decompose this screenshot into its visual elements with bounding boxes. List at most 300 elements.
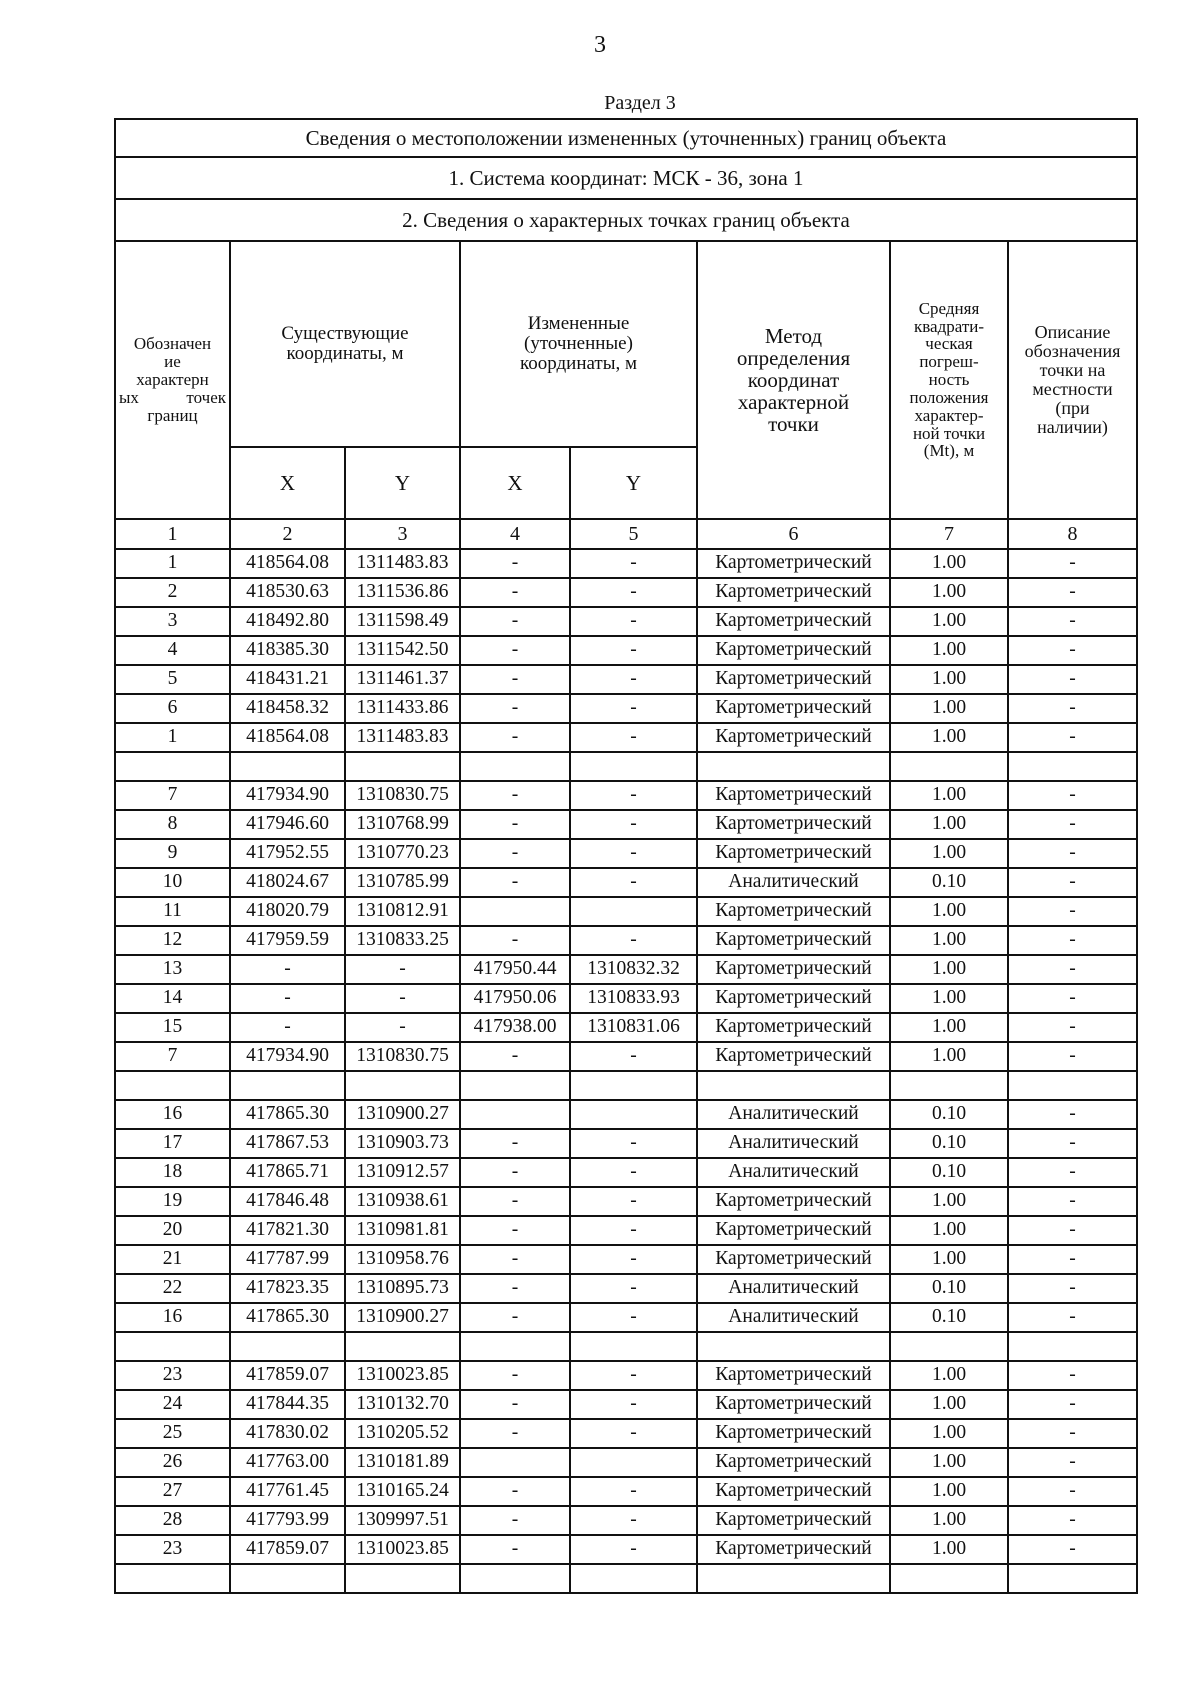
cell-error-mt — [890, 1564, 1008, 1593]
cell-method: Картометрический — [697, 1245, 890, 1274]
header-changed-coordinates: Измененные (уточненные) координаты, м — [460, 241, 697, 447]
cell-point-id: 14 — [115, 984, 230, 1013]
cell-changed-y: - — [570, 665, 697, 694]
cell-existing-y: 1310900.27 — [345, 1303, 460, 1332]
cell-changed-x: - — [460, 1390, 570, 1419]
cell-changed-y — [570, 897, 697, 926]
cell-point-id: 21 — [115, 1245, 230, 1274]
cell-error-mt: 1.00 — [890, 578, 1008, 607]
table-row — [115, 1129, 1137, 1158]
cell-error-mt: 1.00 — [890, 1216, 1008, 1245]
cell-method: Аналитический — [697, 1303, 890, 1332]
cell-changed-x: - — [460, 1274, 570, 1303]
points-heading: 2. Сведения о характерных точках границ объекта — [115, 199, 1137, 241]
cell-changed-y: - — [570, 694, 697, 723]
cell-changed-x: 417950.06 — [460, 984, 570, 1013]
cell-point-id: 25 — [115, 1419, 230, 1448]
cell-existing-y: 1310958.76 — [345, 1245, 460, 1274]
cell-description: - — [1008, 839, 1137, 868]
cell-error-mt: 1.00 — [890, 955, 1008, 984]
cell-error-mt: 0.10 — [890, 1158, 1008, 1187]
cell-method: Аналитический — [697, 1158, 890, 1187]
cell-existing-x: 418385.30 — [230, 636, 345, 665]
cell-description: - — [1008, 1158, 1137, 1187]
table-row — [115, 1419, 1137, 1448]
header-changed-y: Y — [570, 447, 697, 519]
cell-error-mt: 1.00 — [890, 984, 1008, 1013]
cell-point-id: 26 — [115, 1448, 230, 1477]
table-row — [115, 1274, 1137, 1303]
table-row — [115, 578, 1137, 607]
cell-changed-y: - — [570, 723, 697, 752]
cell-changed-y: - — [570, 926, 697, 955]
cell-point-id: 6 — [115, 694, 230, 723]
cell-changed-x: - — [460, 578, 570, 607]
table-row — [115, 868, 1137, 897]
cell-error-mt: 0.10 — [890, 1100, 1008, 1129]
cell-point-id: 1 — [115, 723, 230, 752]
cell-changed-x: - — [460, 1187, 570, 1216]
cell-description: - — [1008, 810, 1137, 839]
cell-existing-y: 1311461.37 — [345, 665, 460, 694]
cell-error-mt: 1.00 — [890, 1506, 1008, 1535]
cell-existing-y: 1310830.75 — [345, 781, 460, 810]
cell-existing-y: 1310785.99 — [345, 868, 460, 897]
cell-existing-x: 417787.99 — [230, 1245, 345, 1274]
cell-changed-x — [460, 897, 570, 926]
cell-changed-y: - — [570, 578, 697, 607]
header-changed-x: X — [460, 447, 570, 519]
cell-changed-x: - — [460, 1158, 570, 1187]
cell-changed-y: - — [570, 868, 697, 897]
cell-existing-x: 417821.30 — [230, 1216, 345, 1245]
cell-existing-y: 1311433.86 — [345, 694, 460, 723]
cell-method: Картометрический — [697, 839, 890, 868]
cell-changed-x — [460, 1448, 570, 1477]
cell-changed-y: - — [570, 607, 697, 636]
cell-error-mt: 1.00 — [890, 1477, 1008, 1506]
cell-existing-x: 417867.53 — [230, 1129, 345, 1158]
cell-method: Картометрический — [697, 1013, 890, 1042]
cell-changed-y: - — [570, 1042, 697, 1071]
table-row — [115, 781, 1137, 810]
section-title: Раздел 3 — [604, 92, 676, 114]
cell-existing-y: 1310938.61 — [345, 1187, 460, 1216]
cell-changed-x: - — [460, 636, 570, 665]
cell-description: - — [1008, 1477, 1137, 1506]
cell-error-mt: 1.00 — [890, 549, 1008, 578]
cell-description: - — [1008, 1129, 1137, 1158]
cell-existing-x: 418564.08 — [230, 549, 345, 578]
cell-description: - — [1008, 1419, 1137, 1448]
cell-description: - — [1008, 897, 1137, 926]
cell-existing-y: - — [345, 984, 460, 1013]
cell-point-id: 20 — [115, 1216, 230, 1245]
cell-method: Аналитический — [697, 1274, 890, 1303]
cell-error-mt: 1.00 — [890, 1245, 1008, 1274]
table-row — [115, 665, 1137, 694]
cell-existing-y: 1310023.85 — [345, 1361, 460, 1390]
cell-error-mt: 1.00 — [890, 665, 1008, 694]
cell-existing-x: 417859.07 — [230, 1361, 345, 1390]
table-row — [115, 1506, 1137, 1535]
table-row — [115, 723, 1137, 752]
boundary-points-table — [114, 118, 1138, 1594]
table-row — [115, 1448, 1137, 1477]
cell-description: - — [1008, 1390, 1137, 1419]
table-row — [115, 549, 1137, 578]
cell-description: - — [1008, 549, 1137, 578]
cell-changed-y — [570, 1564, 697, 1593]
cell-method: Картометрический — [697, 1390, 890, 1419]
cell-point-id: 16 — [115, 1303, 230, 1332]
cell-existing-x: 417952.55 — [230, 839, 345, 868]
cell-point-id: 13 — [115, 955, 230, 984]
cell-changed-y: - — [570, 1245, 697, 1274]
cell-existing-y: 1310205.52 — [345, 1419, 460, 1448]
cell-error-mt: 1.00 — [890, 636, 1008, 665]
cell-description: - — [1008, 607, 1137, 636]
cell-existing-x: 417865.30 — [230, 1100, 345, 1129]
cell-point-id: 2 — [115, 578, 230, 607]
cell-changed-y: - — [570, 636, 697, 665]
cell-error-mt: 1.00 — [890, 839, 1008, 868]
cell-existing-y — [345, 1071, 460, 1100]
cell-changed-x: - — [460, 694, 570, 723]
cell-existing-x: 417934.90 — [230, 781, 345, 810]
cell-error-mt: 0.10 — [890, 868, 1008, 897]
cell-method — [697, 1071, 890, 1100]
cell-point-id — [115, 752, 230, 781]
cell-description — [1008, 1071, 1137, 1100]
cell-existing-x: 418564.08 — [230, 723, 345, 752]
cell-error-mt: 1.00 — [890, 1390, 1008, 1419]
cell-changed-y: 1310832.32 — [570, 955, 697, 984]
column-number: 8 — [1008, 519, 1137, 549]
cell-method: Картометрический — [697, 1216, 890, 1245]
table-row — [115, 839, 1137, 868]
header-designation: Обозначен ие характерн ых точек границ — [115, 241, 230, 519]
table-row — [115, 1216, 1137, 1245]
column-number: 4 — [460, 519, 570, 549]
cell-existing-y: 1311542.50 — [345, 636, 460, 665]
header-existing-coordinates: Существующие координаты, м — [230, 241, 460, 447]
cell-method: Картометрический — [697, 781, 890, 810]
cell-description: - — [1008, 1245, 1137, 1274]
cell-changed-x — [460, 1332, 570, 1361]
cell-point-id: 23 — [115, 1535, 230, 1564]
cell-existing-x: - — [230, 984, 345, 1013]
cell-point-id: 4 — [115, 636, 230, 665]
cell-existing-x: 418431.21 — [230, 665, 345, 694]
cell-description: - — [1008, 1361, 1137, 1390]
cell-error-mt: 1.00 — [890, 1419, 1008, 1448]
header-description: Описание обозначения точки на местности (при наличии) — [1008, 241, 1137, 519]
cell-existing-x: 418458.32 — [230, 694, 345, 723]
cell-description — [1008, 1564, 1137, 1593]
cell-description: - — [1008, 955, 1137, 984]
cell-point-id: 3 — [115, 607, 230, 636]
column-number: 3 — [345, 519, 460, 549]
cell-changed-x: - — [460, 868, 570, 897]
cell-method: Картометрический — [697, 1361, 890, 1390]
cell-method: Картометрический — [697, 810, 890, 839]
cell-point-id — [115, 1332, 230, 1361]
cell-description — [1008, 1332, 1137, 1361]
cell-changed-x — [460, 752, 570, 781]
cell-description: - — [1008, 1187, 1137, 1216]
cell-method: Картометрический — [697, 578, 890, 607]
cell-existing-x: 417846.48 — [230, 1187, 345, 1216]
cell-description: - — [1008, 1013, 1137, 1042]
cell-point-id: 15 — [115, 1013, 230, 1042]
table-row — [115, 1013, 1137, 1042]
cell-existing-y — [345, 1332, 460, 1361]
cell-changed-x — [460, 1564, 570, 1593]
column-number: 7 — [890, 519, 1008, 549]
cell-changed-x: - — [460, 1245, 570, 1274]
cell-changed-y — [570, 1100, 697, 1129]
table-row — [115, 810, 1137, 839]
cell-changed-x — [460, 1100, 570, 1129]
cell-description: - — [1008, 1448, 1137, 1477]
cell-error-mt: 1.00 — [890, 723, 1008, 752]
cell-changed-y: - — [570, 1477, 697, 1506]
table-row — [115, 926, 1137, 955]
cell-method: Картометрический — [697, 955, 890, 984]
cell-existing-y: 1310768.99 — [345, 810, 460, 839]
cell-existing-y: - — [345, 1013, 460, 1042]
cell-method — [697, 1564, 890, 1593]
cell-changed-y: - — [570, 781, 697, 810]
cell-changed-x: - — [460, 1419, 570, 1448]
table-row — [115, 1361, 1137, 1390]
cell-existing-y: 1310981.81 — [345, 1216, 460, 1245]
page-number: 3 — [594, 32, 606, 58]
cell-method: Картометрический — [697, 1042, 890, 1071]
cell-description: - — [1008, 665, 1137, 694]
cell-error-mt: 0.10 — [890, 1274, 1008, 1303]
cell-error-mt — [890, 1332, 1008, 1361]
table-row — [115, 636, 1137, 665]
cell-changed-y: - — [570, 1390, 697, 1419]
cell-existing-x: 417865.71 — [230, 1158, 345, 1187]
cell-existing-x — [230, 1332, 345, 1361]
cell-changed-x: - — [460, 1303, 570, 1332]
cell-existing-x: 418020.79 — [230, 897, 345, 926]
cell-error-mt: 0.10 — [890, 1129, 1008, 1158]
table-row — [115, 897, 1137, 926]
cell-error-mt: 1.00 — [890, 1535, 1008, 1564]
cell-changed-y: - — [570, 810, 697, 839]
cell-existing-y: 1310181.89 — [345, 1448, 460, 1477]
cell-changed-x: - — [460, 810, 570, 839]
cell-method: Картометрический — [697, 607, 890, 636]
cell-changed-x: - — [460, 723, 570, 752]
cell-method: Картометрический — [697, 926, 890, 955]
cell-method: Аналитический — [697, 868, 890, 897]
table-row — [115, 1187, 1137, 1216]
cell-error-mt — [890, 1071, 1008, 1100]
cell-changed-x: - — [460, 1506, 570, 1535]
cell-point-id: 5 — [115, 665, 230, 694]
cell-method: Картометрический — [697, 1506, 890, 1535]
cell-description: - — [1008, 1274, 1137, 1303]
cell-method: Картометрический — [697, 897, 890, 926]
cell-method — [697, 752, 890, 781]
cell-existing-y: 1311536.86 — [345, 578, 460, 607]
cell-error-mt: 1.00 — [890, 810, 1008, 839]
cell-changed-x: 417950.44 — [460, 955, 570, 984]
cell-existing-x: 418530.63 — [230, 578, 345, 607]
cell-point-id: 7 — [115, 781, 230, 810]
cell-description: - — [1008, 723, 1137, 752]
cell-description: - — [1008, 1303, 1137, 1332]
cell-changed-x: - — [460, 1216, 570, 1245]
cell-changed-y: - — [570, 1187, 697, 1216]
cell-description: - — [1008, 1042, 1137, 1071]
cell-changed-y: - — [570, 1535, 697, 1564]
cell-changed-x: - — [460, 665, 570, 694]
cell-changed-x: - — [460, 607, 570, 636]
cell-existing-x: 417946.60 — [230, 810, 345, 839]
cell-existing-x: 417959.59 — [230, 926, 345, 955]
cell-existing-y: 1310903.73 — [345, 1129, 460, 1158]
header-existing-y: Y — [345, 447, 460, 519]
table-title: Сведения о местоположении измененных (уточненных) границ объекта — [115, 119, 1137, 157]
cell-existing-y: 1311483.83 — [345, 723, 460, 752]
cell-point-id: 18 — [115, 1158, 230, 1187]
cell-existing-x: 417761.45 — [230, 1477, 345, 1506]
cell-changed-y: - — [570, 839, 697, 868]
cell-existing-y: 1310833.25 — [345, 926, 460, 955]
cell-existing-y — [345, 1564, 460, 1593]
table-row — [115, 1564, 1137, 1593]
cell-changed-x — [460, 1071, 570, 1100]
cell-changed-x: - — [460, 1477, 570, 1506]
cell-error-mt: 1.00 — [890, 1013, 1008, 1042]
cell-point-id: 16 — [115, 1100, 230, 1129]
cell-existing-x: 418024.67 — [230, 868, 345, 897]
cell-point-id: 17 — [115, 1129, 230, 1158]
cell-method: Картометрический — [697, 694, 890, 723]
column-number: 6 — [697, 519, 890, 549]
cell-error-mt: 1.00 — [890, 694, 1008, 723]
cell-changed-y: - — [570, 1158, 697, 1187]
cell-method: Картометрический — [697, 1477, 890, 1506]
cell-existing-y: 1310912.57 — [345, 1158, 460, 1187]
cell-error-mt: 1.00 — [890, 607, 1008, 636]
cell-description: - — [1008, 636, 1137, 665]
cell-changed-x: - — [460, 1129, 570, 1158]
cell-changed-x: - — [460, 839, 570, 868]
cell-description: - — [1008, 1216, 1137, 1245]
cell-changed-y: 1310833.93 — [570, 984, 697, 1013]
cell-point-id: 11 — [115, 897, 230, 926]
table-row — [115, 1477, 1137, 1506]
cell-existing-y: 1310830.75 — [345, 1042, 460, 1071]
cell-point-id: 28 — [115, 1506, 230, 1535]
cell-existing-x: 417830.02 — [230, 1419, 345, 1448]
cell-changed-y: - — [570, 1129, 697, 1158]
cell-changed-x: - — [460, 781, 570, 810]
cell-existing-y: - — [345, 955, 460, 984]
cell-changed-y — [570, 1332, 697, 1361]
column-number: 5 — [570, 519, 697, 549]
cell-description — [1008, 752, 1137, 781]
cell-description: - — [1008, 984, 1137, 1013]
column-number: 1 — [115, 519, 230, 549]
cell-method: Картометрический — [697, 1448, 890, 1477]
cell-method: Картометрический — [697, 984, 890, 1013]
cell-changed-y — [570, 752, 697, 781]
cell-description: - — [1008, 578, 1137, 607]
table-row — [115, 1303, 1137, 1332]
cell-existing-x: 417859.07 — [230, 1535, 345, 1564]
cell-existing-x — [230, 752, 345, 781]
cell-changed-x: - — [460, 1361, 570, 1390]
cell-changed-y: - — [570, 1506, 697, 1535]
cell-changed-y — [570, 1448, 697, 1477]
table-row — [115, 694, 1137, 723]
cell-point-id: 8 — [115, 810, 230, 839]
cell-point-id: 7 — [115, 1042, 230, 1071]
cell-method: Картометрический — [697, 636, 890, 665]
cell-existing-x: 417823.35 — [230, 1274, 345, 1303]
cell-existing-x: 418492.80 — [230, 607, 345, 636]
cell-changed-x: - — [460, 1535, 570, 1564]
cell-error-mt — [890, 752, 1008, 781]
cell-existing-x: - — [230, 1013, 345, 1042]
coordinate-system: 1. Система координат: МСК - 36, зона 1 — [115, 157, 1137, 199]
cell-existing-x: 417844.35 — [230, 1390, 345, 1419]
cell-point-id: 19 — [115, 1187, 230, 1216]
cell-existing-y: 1309997.51 — [345, 1506, 460, 1535]
cell-description: - — [1008, 781, 1137, 810]
cell-description: - — [1008, 926, 1137, 955]
cell-existing-y: 1311598.49 — [345, 607, 460, 636]
table-row — [115, 1042, 1137, 1071]
cell-point-id: 1 — [115, 549, 230, 578]
cell-existing-x — [230, 1071, 345, 1100]
cell-existing-x: - — [230, 955, 345, 984]
table-row — [115, 607, 1137, 636]
cell-point-id: 24 — [115, 1390, 230, 1419]
cell-point-id — [115, 1564, 230, 1593]
cell-error-mt: 1.00 — [890, 1187, 1008, 1216]
cell-error-mt: 1.00 — [890, 897, 1008, 926]
cell-description: - — [1008, 1535, 1137, 1564]
cell-changed-y: 1310831.06 — [570, 1013, 697, 1042]
cell-description: - — [1008, 694, 1137, 723]
cell-existing-y: 1310812.91 — [345, 897, 460, 926]
cell-error-mt: 0.10 — [890, 1303, 1008, 1332]
cell-point-id: 9 — [115, 839, 230, 868]
cell-changed-y: - — [570, 1361, 697, 1390]
cell-existing-x: 417793.99 — [230, 1506, 345, 1535]
header-existing-x: X — [230, 447, 345, 519]
table-row — [115, 984, 1137, 1013]
cell-point-id: 22 — [115, 1274, 230, 1303]
cell-description: - — [1008, 868, 1137, 897]
cell-point-id: 12 — [115, 926, 230, 955]
cell-error-mt: 1.00 — [890, 926, 1008, 955]
table-row — [115, 1100, 1137, 1129]
cell-changed-x: 417938.00 — [460, 1013, 570, 1042]
cell-method — [697, 1332, 890, 1361]
cell-changed-y: - — [570, 1216, 697, 1245]
table-row — [115, 1071, 1137, 1100]
